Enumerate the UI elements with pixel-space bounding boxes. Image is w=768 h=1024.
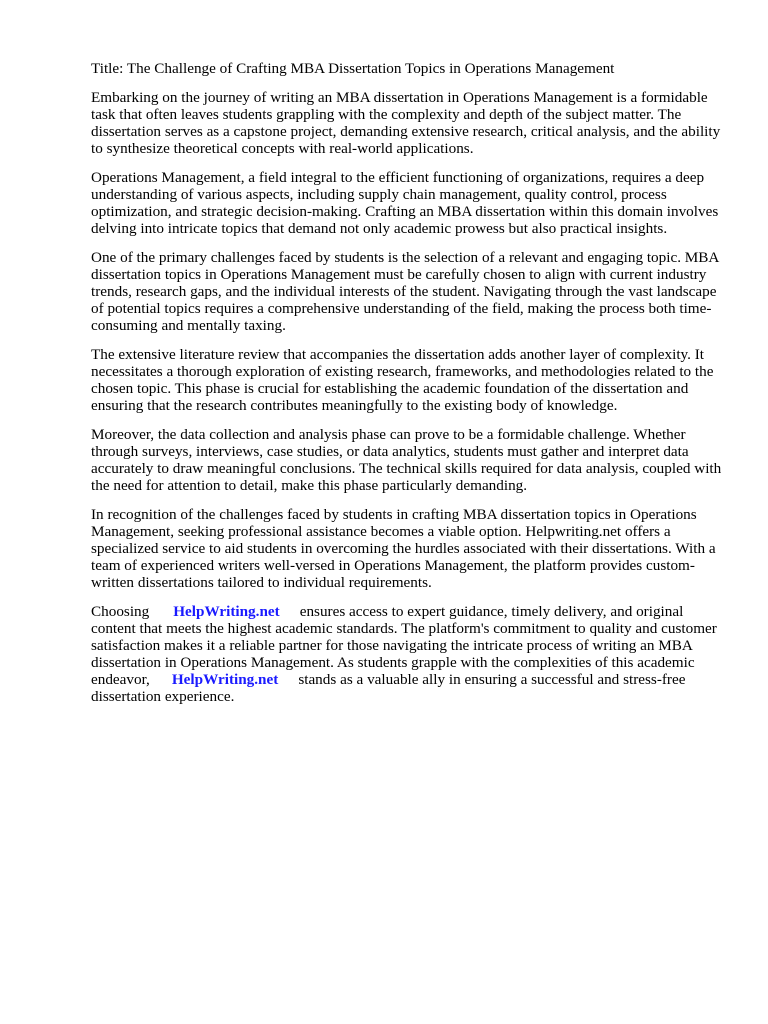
paragraph-data-collection: Moreover, the data collection and analysis phase can prove to be a formidable challenge. Whether through surveys, interviews, case studies, or data analytics, students must gather and interpret data accurately to draw meaningful conclusions. The technical skills required for data analysis, coupled with the need for attention to detail, make this phase particularly demanding. <box>91 426 722 494</box>
document-page <box>91 60 731 717</box>
paragraph-topic-selection: One of the primary challenges faced by students is the selection of a relevant and engaging topic. MBA dissertation topics in Operations Management must be carefully chosen to align with current industry trends, research gaps, and the individual interests of the student. Navigating through the vast landscape of potential topics requires a comprehensive understanding of the field, making the process both time-consuming and mentally taxing. <box>91 249 719 334</box>
paragraph-professional-assistance: In recognition of the challenges faced by students in crafting MBA dissertation topics in Operations Management, seeking professional assistance becomes a viable option. Helpwriting.net offers a specialized service to aid students in overcoming the hurdles associated with their dissertations. With a team of experienced writers well-versed in Operations Management, the platform provides custom-written dissertations tailored to individual requirements. <box>91 506 716 591</box>
helpwriting-link-1[interactable]: HelpWriting.net <box>173 603 280 620</box>
document-title: Title: The Challenge of Crafting MBA Dissertation Topics in Operations Management <box>91 60 615 77</box>
helpwriting-link-2[interactable]: HelpWriting.net <box>171 671 279 688</box>
closing-middle-text: ensures access to expert guidance, timely delivery, and original content that meets the highest academic standards. The platform's commitment to quality and customer satisfaction makes it a reliable partner for those navigating the intricate process of writing an MBA dissertation in Operations Management. As students grapple with the complexities of this academic endeavor, <box>91 603 717 688</box>
paragraph-closing <box>91 603 731 705</box>
closing-tail-text: stands as a valuable ally in ensuring a successful and stress-free dissertation experience. <box>91 671 686 705</box>
paragraph-operations-management: Operations Management, a field integral to the efficient functioning of organizations, requires a deep understanding of various aspects, including supply chain management, quality control, process optimization, and strategic decision-making. Crafting an MBA dissertation within this domain involves delving into intricate topics that demand not only academic prowess but also practical insights. <box>91 169 719 237</box>
closing-lead-text: Choosing <box>91 603 150 620</box>
paragraph-literature-review: The extensive literature review that accompanies the dissertation adds another layer of complexity. It necessitates a thorough exploration of existing research, frameworks, and methodologies related to the chosen topic. This phase is crucial for establishing the academic foundation of the dissertation and ensuring that the research contributes meaningfully to the existing body of knowledge. <box>91 346 714 414</box>
paragraph-intro: Embarking on the journey of writing an MBA dissertation in Operations Management is a formidable task that often leaves students grappling with the complexity and depth of the subject matter. The dissertation serves as a capstone project, demanding extensive research, critical analysis, and the ability to synthesize theoretical concepts with real-world applications. <box>91 89 721 157</box>
